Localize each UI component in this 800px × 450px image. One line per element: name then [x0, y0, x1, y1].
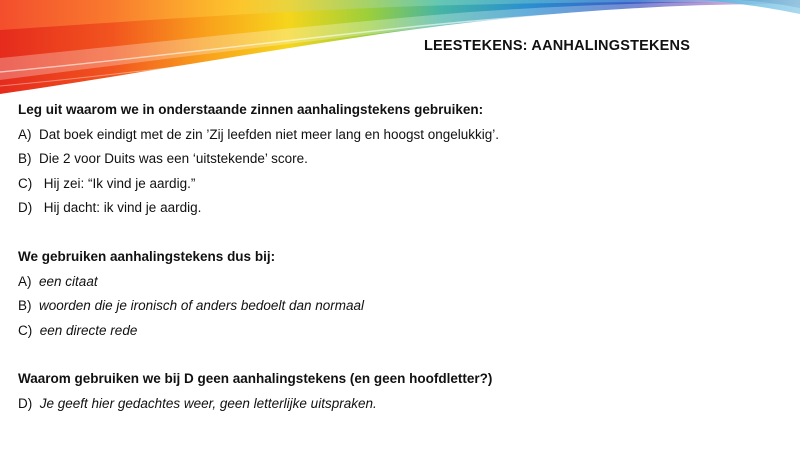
item-text: Je geeft hier gedachtes weer, geen letterlijke uitspraken. [39, 395, 377, 411]
list-item [18, 270, 788, 295]
list-item [18, 294, 788, 319]
list-item [18, 319, 788, 344]
list-item [18, 172, 788, 197]
spacer [18, 343, 788, 367]
section3-heading: Waarom gebruiken we bij D geen aanhalingstekens (en geen hoofdletter?) [18, 371, 493, 387]
item-marker: A) [18, 126, 36, 142]
list-item [18, 392, 788, 417]
spacer [18, 221, 788, 245]
item-marker: B) [18, 151, 36, 167]
item-text: een citaat [39, 273, 98, 289]
item-text: Dat boek eindigt met de zin ’Zij leefden niet meer lang en hoogst ongelukkig’. [39, 126, 500, 142]
item-marker: D) [18, 200, 33, 216]
item-marker: C) [18, 175, 33, 191]
item-marker: D) [18, 395, 36, 411]
slide-body [18, 98, 788, 417]
section1-heading: Leg uit waarom we in onderstaande zinnen aanhalingstekens gebruiken: [18, 102, 484, 117]
list-item [18, 147, 788, 172]
slide-title: LEESTEKENS: AANHALINGSTEKENS [424, 38, 691, 54]
item-marker: A) [18, 273, 36, 289]
item-text: een directe rede [39, 322, 138, 338]
section2-heading: We gebruiken aanhalingstekens dus bij: [18, 248, 276, 264]
list-item [18, 196, 788, 221]
item-marker: C) [18, 322, 36, 338]
item-text: Hij dacht: ik vind je aardig. [43, 200, 202, 216]
item-text: woorden die je ironisch of anders bedoelt dan normaal [39, 298, 364, 314]
item-text: Hij zei: “Ik vind je aardig.” [43, 175, 196, 191]
item-text: Die 2 voor Duits was een ‘uitstekende’ score. [39, 151, 308, 167]
item-marker: B) [18, 298, 36, 314]
list-item [18, 123, 788, 148]
